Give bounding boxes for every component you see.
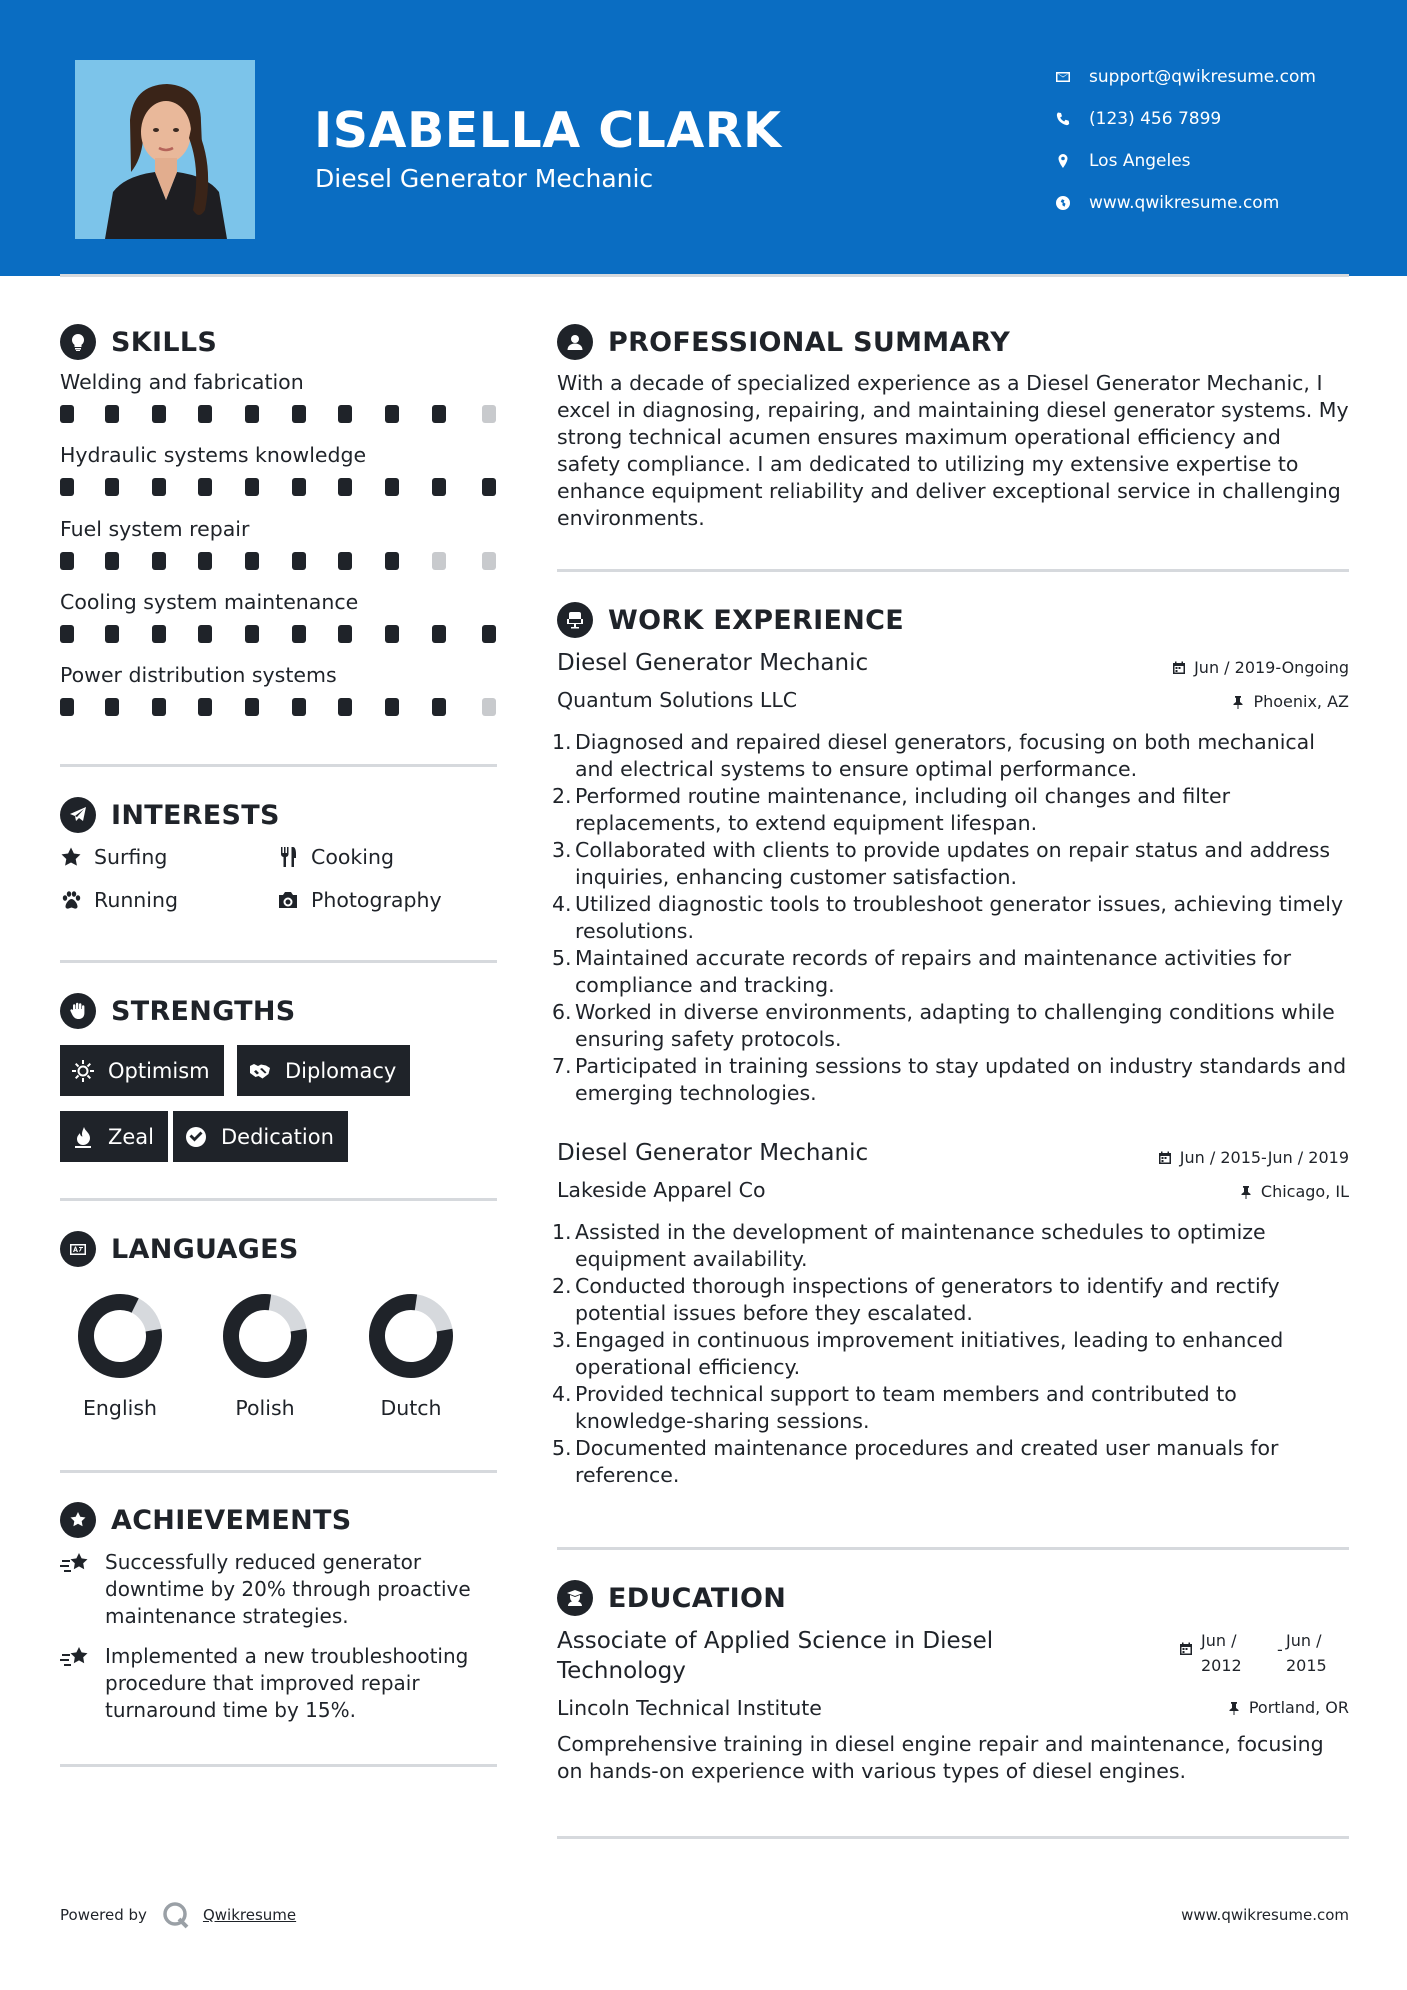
list-number: 2. bbox=[552, 784, 572, 808]
edu-end-year: 2015 bbox=[1286, 1656, 1327, 1675]
responsibility-item bbox=[552, 1053, 1349, 1107]
strengths-title: STRENGTHS bbox=[111, 995, 296, 1027]
skill-rating bbox=[60, 625, 497, 643]
skill-dot-filled bbox=[245, 552, 259, 570]
skill-dot-filled bbox=[432, 698, 446, 716]
interest-item bbox=[60, 888, 178, 912]
contact-location bbox=[1055, 140, 1316, 182]
skill-label: Welding and fabrication bbox=[60, 370, 304, 394]
job-dates bbox=[1158, 1148, 1349, 1167]
skill-dot-empty bbox=[432, 552, 446, 570]
responsibility-item bbox=[552, 783, 1349, 837]
skill-dot-filled bbox=[338, 405, 352, 423]
skill-dot-empty bbox=[482, 552, 496, 570]
degree-line: Associate of Applied Science in Diesel bbox=[557, 1628, 994, 1654]
responsibility-item bbox=[552, 1435, 1349, 1489]
award-star-icon bbox=[60, 1502, 96, 1538]
responsibility-text: Conducted thorough inspections of generators to identify and rectify potential issues before they escalated. bbox=[575, 1274, 1280, 1325]
responsibility-text: Assisted in the development of maintenance schedules to optimize equipment availability. bbox=[575, 1220, 1266, 1271]
skill-row bbox=[60, 370, 497, 394]
skill-dot-filled bbox=[385, 698, 399, 716]
section-divider bbox=[557, 1836, 1349, 1839]
skill-dot-filled bbox=[105, 405, 119, 423]
list-number: 6. bbox=[552, 1000, 572, 1024]
utensils-icon bbox=[277, 846, 311, 868]
language-name: Dutch bbox=[380, 1396, 442, 1420]
responsibility-item bbox=[552, 1219, 1349, 1273]
interest-item bbox=[277, 845, 394, 869]
achievement-text: Implemented a new troubleshooting procedure that improved repair turnaround time by 15%. bbox=[105, 1644, 469, 1722]
section-divider bbox=[60, 960, 497, 963]
skill-dot-filled bbox=[245, 625, 259, 643]
degree-line: Technology bbox=[557, 1658, 686, 1684]
paper-plane-icon bbox=[60, 797, 96, 833]
job-company: Lakeside Apparel Co bbox=[557, 1178, 766, 1202]
strengths-heading bbox=[60, 991, 296, 1031]
work-heading bbox=[557, 600, 904, 640]
lightbulb-icon bbox=[60, 324, 96, 360]
skill-dot-filled bbox=[152, 698, 166, 716]
languages-heading bbox=[60, 1229, 299, 1269]
edu-start bbox=[1201, 1628, 1242, 1678]
pushpin-icon bbox=[1231, 695, 1245, 709]
skill-dot-filled bbox=[385, 625, 399, 643]
skill-row bbox=[60, 663, 497, 687]
list-number: 1. bbox=[552, 730, 572, 754]
hand-icon bbox=[60, 993, 96, 1029]
stars-icon bbox=[60, 1645, 92, 1671]
skill-dot-filled bbox=[152, 625, 166, 643]
skill-dot-filled bbox=[105, 478, 119, 496]
skill-rating bbox=[60, 478, 497, 496]
skill-dot-filled bbox=[245, 478, 259, 496]
header-divider bbox=[60, 274, 1349, 277]
achievement-text: Successfully reduced generator downtime by 20% through proactive maintenance strategies. bbox=[105, 1550, 471, 1628]
job-location bbox=[1239, 1182, 1349, 1201]
skill-dot-filled bbox=[385, 552, 399, 570]
list-number: 3. bbox=[552, 838, 572, 862]
responsibility-item bbox=[552, 945, 1349, 999]
contact-email-text: support@qwikresume.com bbox=[1089, 67, 1316, 87]
list-number: 3. bbox=[552, 1328, 572, 1352]
skill-dot-filled bbox=[152, 552, 166, 570]
job-title: Diesel Generator Mechanic bbox=[557, 1140, 869, 1166]
contact-list bbox=[1055, 56, 1316, 224]
skill-dot-filled bbox=[338, 625, 352, 643]
responsibility-text: Diagnosed and repaired diesel generators, focusing on both mechanical and electrical systems to ensure optimal performance. bbox=[575, 730, 1315, 781]
strength-label: Diplomacy bbox=[285, 1058, 397, 1083]
language-proficiency-ring bbox=[367, 1292, 455, 1380]
interest-label: Cooking bbox=[311, 845, 394, 869]
edu-start-month: Jun / bbox=[1201, 1631, 1237, 1650]
skill-label: Cooling system maintenance bbox=[60, 589, 359, 614]
interests-title: INTERESTS bbox=[111, 799, 280, 831]
language-name: English bbox=[82, 1396, 158, 1420]
responsibility-item bbox=[552, 729, 1349, 783]
skill-dot-filled bbox=[432, 478, 446, 496]
strength-label: Dedication bbox=[221, 1124, 334, 1149]
skill-dot-filled bbox=[105, 625, 119, 643]
interest-label: Photography bbox=[311, 888, 442, 912]
skill-dot-filled bbox=[105, 552, 119, 570]
skill-dot-filled bbox=[245, 698, 259, 716]
list-number: 4. bbox=[552, 1382, 572, 1406]
skill-row bbox=[60, 517, 497, 541]
list-number: 4. bbox=[552, 892, 572, 916]
responsibility-item bbox=[552, 999, 1349, 1053]
map-pin-icon bbox=[1055, 152, 1089, 170]
skill-dot-filled bbox=[338, 552, 352, 570]
job-responsibilities bbox=[552, 729, 1349, 1107]
footer-powered-by bbox=[60, 1900, 296, 1930]
skill-dot-filled bbox=[292, 478, 306, 496]
strength-label: Zeal bbox=[108, 1124, 155, 1149]
job-location-text: Phoenix, AZ bbox=[1253, 692, 1349, 711]
summary-text: With a decade of specialized experience as a Diesel Generator Mechanic, I excel in diagnosing, repairing, and maintaining diesel generator systems. My strong technical acumen ensures maximum operational efficiency and safety compliance. I am dedicated to utilizing my extensive expertise to enhance equipment reliability and deliver exceptional service in challenging environments. bbox=[557, 371, 1349, 530]
education-dates bbox=[1159, 1626, 1349, 1676]
qwikresume-logo-icon bbox=[161, 1900, 191, 1930]
skill-dot-filled bbox=[338, 478, 352, 496]
skill-dot-empty bbox=[482, 405, 496, 423]
skill-rating bbox=[60, 552, 497, 570]
handshake-icon bbox=[249, 1060, 271, 1082]
edu-date-separator: - bbox=[1277, 1640, 1283, 1659]
achievements-heading bbox=[60, 1500, 352, 1540]
calendar-icon bbox=[1179, 1642, 1193, 1656]
responsibility-item bbox=[552, 1381, 1349, 1435]
stars-icon bbox=[60, 1551, 92, 1577]
summary-heading bbox=[557, 322, 1010, 362]
skill-dot-filled bbox=[292, 405, 306, 423]
skill-row bbox=[60, 443, 497, 467]
strength-badge bbox=[237, 1045, 410, 1096]
skill-row bbox=[60, 590, 497, 614]
education-location-text: Portland, OR bbox=[1248, 1698, 1349, 1717]
sun-icon bbox=[72, 1060, 94, 1082]
section-divider bbox=[60, 1198, 497, 1201]
skill-dot-filled bbox=[60, 552, 74, 570]
strength-badge bbox=[60, 1111, 168, 1162]
education-title: EDUCATION bbox=[608, 1582, 787, 1614]
contact-phone-text: (123) 456 7899 bbox=[1089, 109, 1222, 129]
calendar-icon bbox=[1172, 661, 1186, 675]
job-dates-text: Jun / 2019-Ongoing bbox=[1194, 658, 1349, 677]
responsibility-item bbox=[552, 837, 1349, 891]
skill-dot-filled bbox=[60, 698, 74, 716]
footer-website[interactable]: www.qwikresume.com bbox=[1181, 1906, 1349, 1924]
strength-badge bbox=[173, 1111, 348, 1162]
skill-dot-filled bbox=[338, 698, 352, 716]
responsibility-text: Worked in diverse environments, adapting to challenging conditions while ensuring safety protocols. bbox=[575, 1000, 1335, 1051]
candidate-name: ISABELLA CLARK bbox=[314, 102, 782, 159]
section-divider bbox=[557, 1547, 1349, 1550]
responsibility-item bbox=[552, 891, 1349, 945]
language-item bbox=[351, 1292, 471, 1420]
skill-dot-filled bbox=[198, 552, 212, 570]
responsibility-text: Maintained accurate records of repairs and maintenance activities for compliance and tracking. bbox=[575, 946, 1292, 997]
skill-dot-filled bbox=[482, 625, 496, 643]
profile-photo-illustration bbox=[75, 60, 255, 239]
interest-label: Running bbox=[94, 888, 179, 912]
responsibility-text: Performed routine maintenance, including oil changes and filter replacements, to extend equipment lifespan. bbox=[575, 784, 1231, 835]
language-name: Polish bbox=[235, 1396, 295, 1420]
edu-start-year: 2012 bbox=[1201, 1656, 1242, 1675]
briefcase-chair-icon bbox=[557, 602, 593, 638]
envelope-icon bbox=[1055, 68, 1089, 86]
skill-dot-filled bbox=[60, 405, 74, 423]
skill-dot-filled bbox=[152, 478, 166, 496]
list-number: 7. bbox=[552, 1054, 572, 1078]
skills-title: SKILLS bbox=[111, 326, 218, 358]
section-divider bbox=[60, 1470, 497, 1473]
skill-dot-filled bbox=[292, 625, 306, 643]
globe-icon bbox=[1055, 194, 1089, 212]
calendar-icon bbox=[1158, 1151, 1172, 1165]
school-name: Lincoln Technical Institute bbox=[557, 1696, 822, 1720]
skill-dot-filled bbox=[292, 698, 306, 716]
degree-title bbox=[557, 1626, 993, 1686]
list-number: 5. bbox=[552, 946, 572, 970]
skill-rating bbox=[60, 698, 497, 716]
candidate-title: Diesel Generator Mechanic bbox=[315, 164, 654, 193]
skill-dot-filled bbox=[385, 478, 399, 496]
skill-dot-filled bbox=[152, 405, 166, 423]
fire-icon bbox=[72, 1126, 94, 1148]
camera-icon bbox=[277, 889, 311, 911]
contact-email[interactable] bbox=[1055, 56, 1316, 98]
check-circle-icon bbox=[185, 1126, 207, 1148]
profile-photo bbox=[75, 60, 255, 239]
job-location-text: Chicago, IL bbox=[1260, 1182, 1349, 1201]
list-number: 1. bbox=[552, 1220, 572, 1244]
pushpin-icon bbox=[1227, 1701, 1241, 1715]
interest-label: Surfing bbox=[94, 845, 168, 869]
responsibility-text: Utilized diagnostic tools to troubleshoot generator issues, achieving timely resolutions. bbox=[575, 892, 1344, 943]
interest-item bbox=[60, 845, 167, 869]
language-item bbox=[205, 1292, 325, 1420]
interest-item bbox=[277, 888, 442, 912]
skill-label: Hydraulic systems knowledge bbox=[60, 443, 367, 468]
languages-title: LANGUAGES bbox=[111, 1233, 299, 1265]
section-divider bbox=[557, 569, 1349, 572]
skill-dot-filled bbox=[60, 478, 74, 496]
responsibility-text: Documented maintenance procedures and created user manuals for reference. bbox=[575, 1436, 1279, 1487]
list-number: 2. bbox=[552, 1274, 572, 1298]
job-company: Quantum Solutions LLC bbox=[557, 688, 798, 712]
skill-dot-filled bbox=[292, 552, 306, 570]
section-divider bbox=[60, 1764, 497, 1767]
work-title: WORK EXPERIENCE bbox=[608, 604, 904, 636]
responsibility-item bbox=[552, 1327, 1349, 1381]
job-location bbox=[1231, 692, 1349, 711]
skill-dot-filled bbox=[105, 698, 119, 716]
paw-icon bbox=[60, 889, 94, 911]
summary-title: PROFESSIONAL SUMMARY bbox=[608, 326, 1011, 358]
responsibility-text: Collaborated with clients to provide updates on repair status and address inquiries, enhancing customer satisfaction. bbox=[575, 838, 1331, 889]
strength-badge bbox=[60, 1045, 224, 1096]
skill-rating bbox=[60, 405, 497, 423]
skill-dot-filled bbox=[60, 625, 74, 643]
responsibility-item bbox=[552, 1273, 1349, 1327]
graduate-icon bbox=[557, 1580, 593, 1616]
skill-dot-filled bbox=[432, 625, 446, 643]
skill-label: Fuel system repair bbox=[60, 516, 250, 541]
job-dates-text: Jun / 2015-Jun / 2019 bbox=[1179, 1148, 1349, 1167]
star-icon bbox=[60, 846, 94, 868]
skill-dot-filled bbox=[198, 698, 212, 716]
language-icon bbox=[60, 1231, 96, 1267]
responsibility-text: Provided technical support to team members and contributed to knowledge-sharing sessions. bbox=[575, 1382, 1237, 1433]
language-proficiency-ring bbox=[221, 1292, 309, 1380]
phone-icon bbox=[1055, 110, 1089, 128]
edu-end-month: Jun / bbox=[1286, 1631, 1322, 1650]
skill-label: Power distribution systems bbox=[60, 663, 337, 688]
skill-dot-filled bbox=[198, 625, 212, 643]
section-divider bbox=[60, 764, 497, 767]
job-dates bbox=[1172, 658, 1349, 677]
achievements-title: ACHIEVEMENTS bbox=[111, 1504, 352, 1536]
skill-dot-filled bbox=[432, 405, 446, 423]
education-location bbox=[1227, 1698, 1349, 1717]
powered-by-text: Powered by bbox=[60, 1906, 147, 1924]
job-responsibilities bbox=[552, 1219, 1349, 1489]
contact-phone[interactable] bbox=[1055, 98, 1316, 140]
language-proficiency-ring bbox=[76, 1292, 164, 1380]
skill-dot-empty bbox=[482, 698, 496, 716]
skill-dot-filled bbox=[482, 478, 496, 496]
skill-dot-filled bbox=[198, 405, 212, 423]
skills-heading bbox=[60, 322, 217, 362]
responsibility-text: Participated in training sessions to stay updated on industry standards and emerging technologies. bbox=[575, 1054, 1347, 1105]
skill-dot-filled bbox=[385, 405, 399, 423]
skill-dot-filled bbox=[198, 478, 212, 496]
qwikresume-link[interactable]: Qwikresume bbox=[202, 1906, 297, 1924]
edu-end bbox=[1286, 1628, 1327, 1678]
resume-header bbox=[0, 0, 1407, 276]
education-heading bbox=[557, 1578, 786, 1618]
job-title: Diesel Generator Mechanic bbox=[557, 650, 869, 676]
contact-website-text: www.qwikresume.com bbox=[1089, 193, 1280, 213]
language-item bbox=[60, 1292, 180, 1420]
contact-location-text: Los Angeles bbox=[1089, 151, 1191, 171]
pushpin-icon bbox=[1239, 1185, 1253, 1199]
contact-website[interactable] bbox=[1055, 182, 1316, 224]
list-number: 5. bbox=[552, 1436, 572, 1460]
education-description: Comprehensive training in diesel engine repair and maintenance, focusing on hands-on experience with various types of diesel engines. bbox=[557, 1732, 1324, 1783]
user-circle-icon bbox=[557, 324, 593, 360]
interests-heading bbox=[60, 795, 280, 835]
skill-dot-filled bbox=[245, 405, 259, 423]
strength-label: Optimism bbox=[108, 1058, 210, 1083]
responsibility-text: Engaged in continuous improvement initiatives, leading to enhanced operational efficiency. bbox=[575, 1328, 1284, 1379]
